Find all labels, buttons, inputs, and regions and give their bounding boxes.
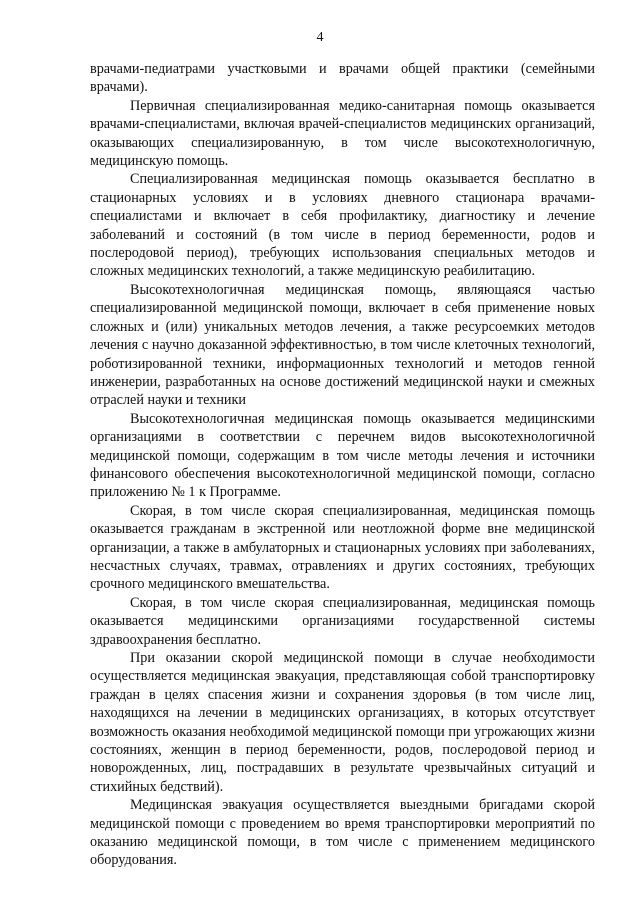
paragraph-high-tech-care-definition: Высокотехнологичная медицинская помощь, являющаяся частью специализированной медицинской помощи, включает в себя применение новых сложных и (или) уникальных методов лечения, а также ресурсоемких методов лечения с научно доказанной эффективностью, в том числе клеточных технологий, роботизированной техники, информационных технологий и методов генной инженерии, разработанных на основе достижений медицинской науки и смежных отраслей науки и техники: [90, 281, 595, 409]
paragraph-high-tech-care-provision: Высокотехнологичная медицинская помощь оказывается медицинскими организациями в соответствии с перечнем видов высокотехнологичной медицинской помощи, содержащим в том числе методы лечения и источники финансового обеспечения высокотехнологичной медицинской помощи, согласно приложению № 1 к Программе.: [90, 410, 595, 501]
page-number: 4: [316, 30, 324, 45]
paragraph-specialized-care: Специализированная медицинская помощь оказывается бесплатно в стационарных условиях и в условиях дневного стационара врачами-специалистами и включает в себя профилактику, диагностику и лечение заболеваний и состояний (в том числе в период беременности, родов и послеродовой период), требующих использования специальных методов и сложных медицинских технологий, а также медицинскую реабилитацию.: [90, 171, 595, 280]
paragraph-continuation: врачами-педиатрами участковыми и врачами общей практики (семейными врачами).: [90, 61, 595, 96]
paragraph-emergency-care-free: Скорая, в том числе скорая специализированная, медицинская помощь оказывается медицинскими организациями государственной системы здравоохранения бесплатно.: [90, 594, 595, 648]
paragraph-medical-evacuation: При оказании скорой медицинской помощи в случае необходимости осуществляется медицинская эвакуация, представляющая собой транспортировку граждан в целях спасения жизни и сохранения здоровья (в том числе лиц, находящихся на лечении в медицинских организациях, в которых отсутствует возможность оказания необходимой медицинской помощи при угрожающих жизни состояниях, женщин в период беременности, родов, послеродовой период и новорожденных, лиц, пострадавших в результате чрезвычайных ситуаций и стихийных бедствий).: [90, 650, 595, 795]
paragraph-primary-specialized-care: Первичная специализированная медико-санитарная помощь оказывается врачами-специалистами, включая врачей-специалистов медицинских организаций, оказывающих специализированную, в том числе высокотехнологичную, медицинскую помощь.: [90, 97, 595, 170]
paragraph-emergency-care: Скорая, в том числе скорая специализированная, медицинская помощь оказывается гражданам в экстренной или неотложной форме вне медицинской организации, а также в амбулаторных и стационарных условиях при заболеваниях, несчастных случаях, травмах, отравлениях и других состояниях, требующих срочного медицинского вмешательства.: [90, 502, 595, 593]
paragraph-evacuation-teams: Медицинская эвакуация осуществляется выездными бригадами скорой медицинской помощи с проведением во время транспортировки мероприятий по оказанию медицинской помощи, в том числе с применением медицинского оборудования.: [90, 797, 595, 869]
document-body: [90, 60, 595, 870]
